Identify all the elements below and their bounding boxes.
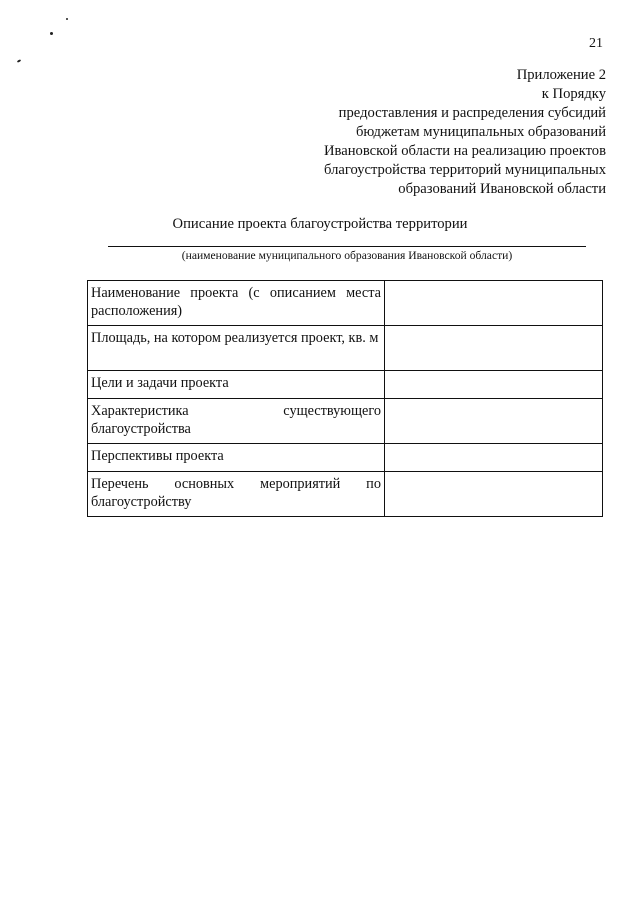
table-row <box>88 281 603 326</box>
municipality-name-caption: (наименование муниципального образования Ивановской области) <box>181 249 513 262</box>
appendix-line: Ивановской области на реализацию проектов <box>324 143 606 159</box>
appendix-line: бюджетам муниципальных образований <box>355 124 606 140</box>
row-value-cell[interactable] <box>385 281 603 326</box>
project-description-table <box>87 280 603 517</box>
row-value-cell[interactable] <box>385 399 603 444</box>
scan-speck <box>50 32 53 35</box>
appendix-header <box>246 66 606 199</box>
scan-speck <box>66 18 68 20</box>
row-value-cell[interactable] <box>385 472 603 517</box>
table-row <box>88 472 603 517</box>
row-value-cell[interactable] <box>385 326 603 371</box>
row-value-cell[interactable] <box>385 371 603 399</box>
document-title: Описание проекта благоустройства территории <box>172 216 468 232</box>
scan-speck <box>17 59 21 63</box>
appendix-line: образований Ивановской области <box>398 181 606 197</box>
table-row <box>88 444 603 472</box>
appendix-line: Приложение 2 <box>516 67 606 83</box>
row-label: Перечень основных мероприятий по благоустройству <box>88 472 385 517</box>
page-number: 21 <box>589 36 603 51</box>
row-label: Площадь, на котором реализуется проект, кв. м <box>88 326 385 371</box>
row-label: Характеристика существующего благоустройства <box>88 399 385 444</box>
appendix-line: к Порядку <box>541 86 606 102</box>
row-value-cell[interactable] <box>385 444 603 472</box>
table-row <box>88 326 603 371</box>
row-label: Цели и задачи проекта <box>88 371 385 399</box>
table-row <box>88 371 603 399</box>
row-label: Наименование проекта (с описанием места расположения) <box>88 281 385 326</box>
appendix-line: благоустройства территорий муниципальных <box>324 162 606 178</box>
table-row <box>88 399 603 444</box>
appendix-line: предоставления и распределения субсидий <box>338 105 606 121</box>
row-label: Перспективы проекта <box>88 444 385 472</box>
municipality-name-line <box>108 246 586 247</box>
